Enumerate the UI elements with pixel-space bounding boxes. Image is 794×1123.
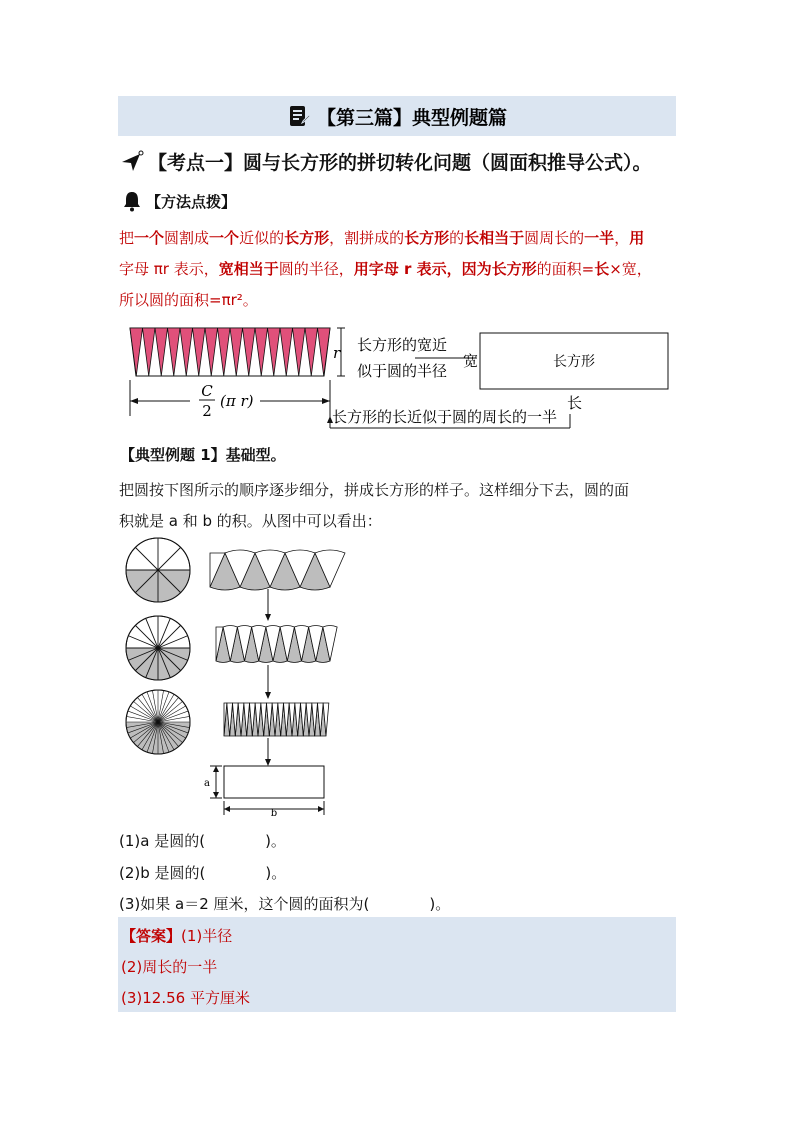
method-line-1: 把一个圆割成一个近似的长方形，割拼成的长方形的长相当于圆周长的一半，用	[119, 229, 645, 247]
width-label-1: 长方形的宽近	[357, 336, 448, 354]
r-label: r	[333, 344, 341, 362]
final-rectangle	[224, 766, 324, 798]
a-label: a	[204, 778, 210, 789]
method-line-2: 字母 πr 表示，宽相当于圆的半径，用字母 r 表示，因为长方形的面积=长×宽，	[119, 260, 652, 278]
step-arrows	[265, 589, 271, 766]
topic-heading	[120, 147, 720, 175]
example-line-1: 把圆按下图所示的顺序逐步细分，拼成长方形的样子。这样细分下去，圆的面	[119, 481, 630, 499]
example-body	[119, 475, 681, 537]
two-label: 2	[202, 402, 212, 420]
page-title: 【第三篇】典型例题篇	[316, 106, 507, 129]
question-1: (1)a 是圆的( )。	[119, 832, 286, 850]
rearranged-strip	[210, 550, 345, 590]
method-line-3: 所以圆的面积=πr²。	[119, 291, 258, 309]
length-label: 长方形的长近似于圆的周长的一半	[332, 408, 558, 426]
chang-label: 长	[567, 394, 583, 412]
sector-circle	[126, 538, 190, 602]
question-2: (2)b 是圆的( )。	[119, 864, 287, 882]
c-label: C	[201, 382, 213, 400]
document-icon	[287, 104, 311, 128]
subdivision-figure	[118, 537, 348, 822]
example-title: 【典型例题 1】基础型。	[120, 446, 286, 464]
method-heading	[122, 188, 236, 214]
b-label: b	[270, 808, 278, 819]
rearranged-strip	[216, 626, 337, 663]
method-heading-text: 【方法点拨】	[146, 192, 237, 211]
rectangle-label: 长方形	[553, 354, 595, 370]
sector-circle	[126, 690, 190, 754]
bell-icon	[122, 190, 142, 212]
circle-group	[126, 538, 190, 754]
answer-2: (2)周长的一半	[121, 958, 218, 976]
question-3: (3)如果 a＝2 厘米，这个圆的面积为( )。	[119, 895, 451, 913]
sector-circle	[126, 616, 190, 680]
example-line-2: 积就是 a 和 b 的积。从图中可以看出：	[119, 512, 382, 530]
rearranged-strip	[224, 703, 329, 736]
send-arrow-icon	[120, 150, 144, 172]
strip-group	[210, 550, 345, 736]
answer-1: 【答案】(1)半径	[121, 927, 233, 945]
pir-label: (π r)	[220, 392, 254, 410]
width-label-2: 似于圆的半径	[357, 362, 448, 380]
method-paragraph	[119, 223, 679, 316]
circle-to-rectangle-diagram	[115, 318, 680, 438]
section-title-bar	[118, 96, 676, 136]
pink-sector-strip	[130, 328, 330, 376]
answer-3: (3)12.56 平方厘米	[121, 989, 250, 1007]
kuan-label: 宽	[463, 352, 479, 370]
topic-text: 【考点一】圆与长方形的拼切转化问题（圆面积推导公式）。	[148, 151, 652, 174]
